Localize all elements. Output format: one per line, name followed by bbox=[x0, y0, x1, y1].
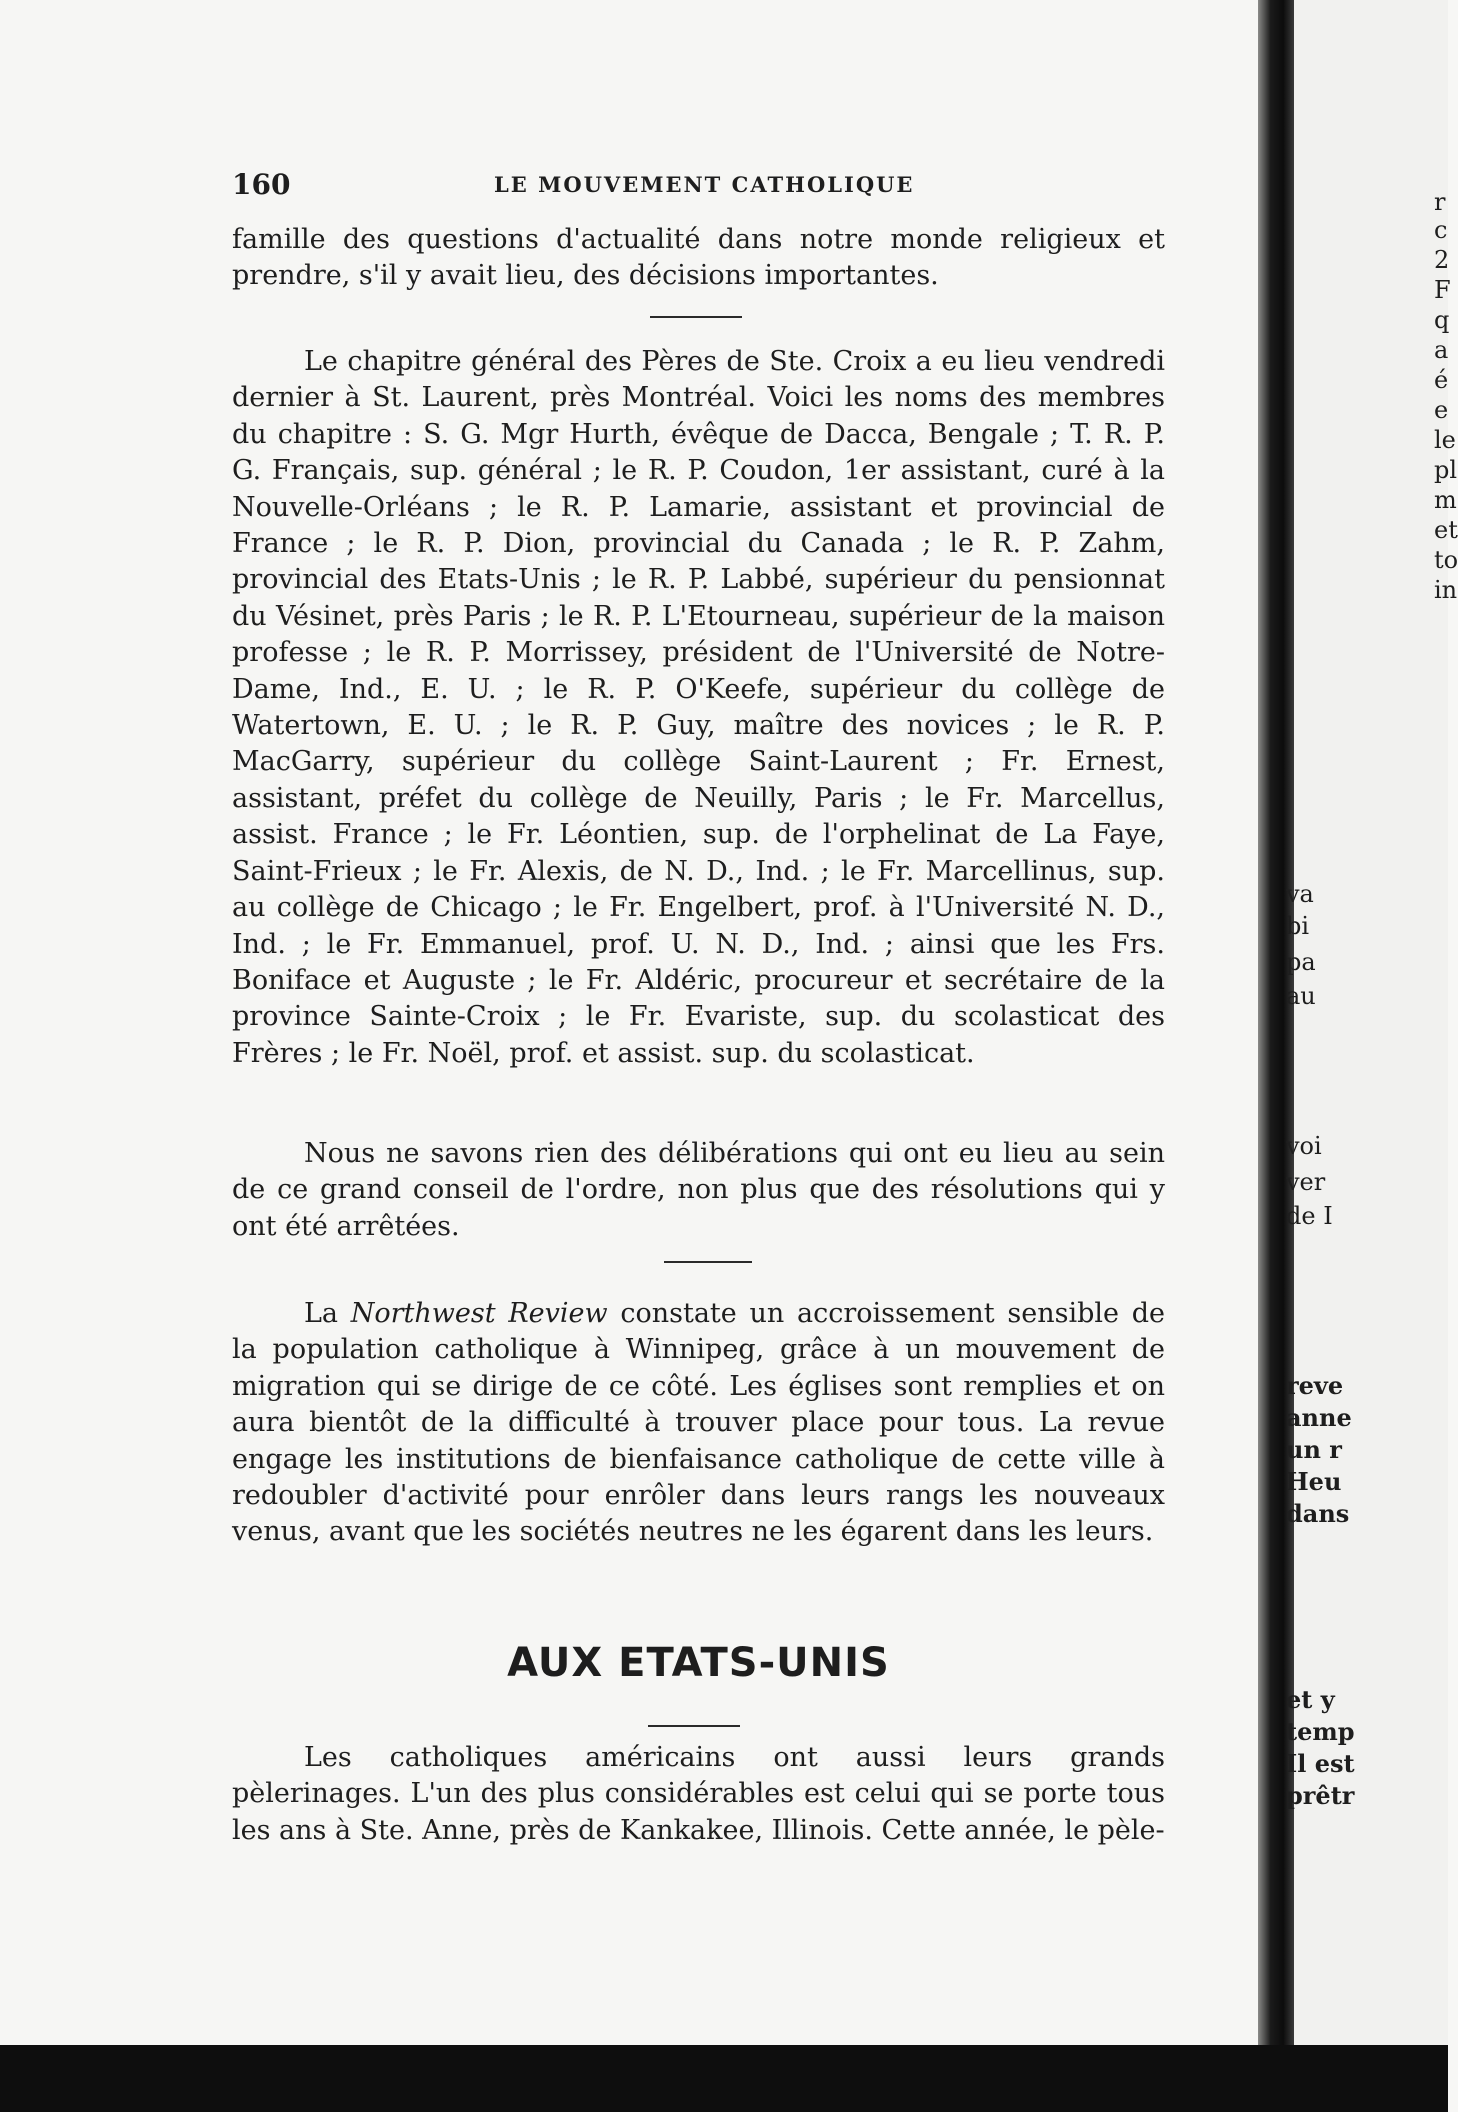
right-fragment: Heu bbox=[1286, 1467, 1342, 1496]
right-fragment: pl bbox=[1434, 456, 1458, 484]
right-fragment: q bbox=[1434, 306, 1450, 334]
paragraph-text: famille des questions d'actualité dans notre monde religieux et prendre, s'il y avait lieu, des décisions importantes. bbox=[232, 224, 1165, 292]
paragraph-text bbox=[232, 1296, 1165, 1551]
right-page bbox=[1286, 0, 1458, 2045]
paragraph-text: Nous ne savons rien des délibérations qui ont eu lieu au sein de ce grand conseil de l'ordre, non plus que des résolutions qui y ont été arrêtées. bbox=[232, 1138, 1165, 1242]
right-fragment: r bbox=[1434, 188, 1446, 216]
right-fragment: reve bbox=[1286, 1371, 1344, 1400]
paragraph-continuation bbox=[232, 222, 1165, 295]
paragraph-winnipeg bbox=[232, 1296, 1165, 1551]
right-fragment: un r bbox=[1286, 1435, 1342, 1464]
paragraph-text: Le chapitre général des Pères de Ste. Croix a eu lieu vendredi dernier à St. Laurent, près Montréal. Voici les noms des membres du chapitre : S. G. Mgr Hurth, évêque de Dacca, Bengale ; T. R. P. G. Français, sup. général ; le R. P. Coudon, 1er assistant, curé à la Nouvelle-Orléans ; le R. P. Lamarie, assistant et provincial de France ; le R. P. Dion, provincial du Canada ; le R. P. Zahm, provincial des Etats-Unis ; le R. P. Labbé, supérieur du pensionnat du Vésinet, près Paris ; le R. P. L'Etourneau, supérieur de la maison professe ; le R. P. Morrissey, président de l'Université de Notre-Dame, Ind., E. U. ; le R. P. O'Keefe, supérieur du collège de Watertown, E. U. ; le R. P. Guy, maître des novices ; le R. P. MacGarry, supérieur du collège Saint-Laurent ; Fr. Ernest, assistant, préfet du collège de Neuilly, Paris ; le Fr. Marcellus, assist. France ; le Fr. Léontien, sup. de l'orphelinat de La Faye, Saint-Frieux ; le Fr. Alexis, de N. D., Ind. ; le Fr. Marcellinus, sup. au collège de Chicago ; le Fr. Engelbert, prof. à l'Université N. D., Ind. ; le Fr. Emmanuel, prof. U. N. D., Ind. ; ainsi que les Frs. Boniface et Auguste ; le Fr. Aldéric, procureur et secrétaire de la province Sainte-Croix ; le Fr. Evariste, sup. du scolasticat des Frères ; le Fr. Noël, prof. et assist. sup. du scolasticat. bbox=[232, 346, 1165, 1069]
right-fragment: anne bbox=[1286, 1403, 1352, 1432]
right-fragment: é bbox=[1434, 366, 1449, 394]
right-fragment: le bbox=[1434, 426, 1456, 454]
publication-title: Northwest Review bbox=[350, 1298, 608, 1329]
right-fragment: et bbox=[1434, 516, 1458, 544]
paragraph-text: Les catholiques américains ont aussi leurs grands pèlerinages. L'un des plus considérables est celui qui se porte tous les ans à Ste. Anne, près de Kankakee, Illinois. Cette année, le pèle- bbox=[232, 1742, 1165, 1846]
right-fragment: 2 bbox=[1434, 246, 1450, 274]
right-fragment: voi bbox=[1286, 1132, 1322, 1160]
right-fragment: m bbox=[1434, 486, 1457, 514]
right-fragment: de I bbox=[1286, 1202, 1333, 1230]
right-fragment: prêtr bbox=[1286, 1781, 1355, 1810]
right-fragment: to bbox=[1434, 546, 1458, 574]
right-fragment: a bbox=[1434, 336, 1449, 364]
paragraph-prefix: La bbox=[304, 1298, 351, 1329]
right-fragment: au bbox=[1286, 982, 1316, 1010]
right-fragment: in bbox=[1434, 576, 1458, 604]
section-heading: AUX ETATS-UNIS bbox=[507, 1640, 890, 1686]
right-page-text bbox=[1286, 0, 1458, 2045]
paragraph-chapitre bbox=[232, 344, 1165, 1072]
section-divider bbox=[664, 1261, 752, 1263]
right-fragment: bi bbox=[1286, 912, 1310, 940]
paragraph-pelerinages bbox=[232, 1740, 1165, 1849]
right-fragment: Il est bbox=[1286, 1749, 1355, 1778]
right-fragment: ver bbox=[1286, 1168, 1326, 1196]
right-fragment: c bbox=[1434, 216, 1448, 244]
paragraph-body: constate un accroissement sensible de la population catholique à Winnipeg, grâce à un mouvement de migration qui se dirige de ce côté. Les églises sont remplies et on aura bientôt de la difficulté à trouver place pour tous. La revue engage les institutions de bienfaisance catholique de cette ville à redoubler d'activité pour enrôler dans leurs rangs les nouveaux venus, avant que les sociétés neutres ne les égarent dans les leurs. bbox=[232, 1298, 1165, 1548]
page-header bbox=[232, 168, 1165, 204]
right-fragment: temp bbox=[1286, 1717, 1355, 1746]
section-divider bbox=[650, 316, 742, 318]
right-fragment: dans bbox=[1286, 1499, 1350, 1528]
scan-bottom-border bbox=[0, 2045, 1448, 2112]
right-fragment: F bbox=[1434, 276, 1451, 304]
right-fragment: pa bbox=[1286, 948, 1316, 976]
page-number: 160 bbox=[232, 168, 291, 201]
section-divider bbox=[648, 1725, 740, 1727]
right-fragment: va bbox=[1286, 880, 1314, 908]
right-fragment: e bbox=[1434, 396, 1449, 424]
right-fragment: et y bbox=[1286, 1685, 1335, 1714]
running-head: LE MOUVEMENT CATHOLIQUE bbox=[494, 172, 915, 197]
paragraph-deliberations bbox=[232, 1136, 1165, 1245]
